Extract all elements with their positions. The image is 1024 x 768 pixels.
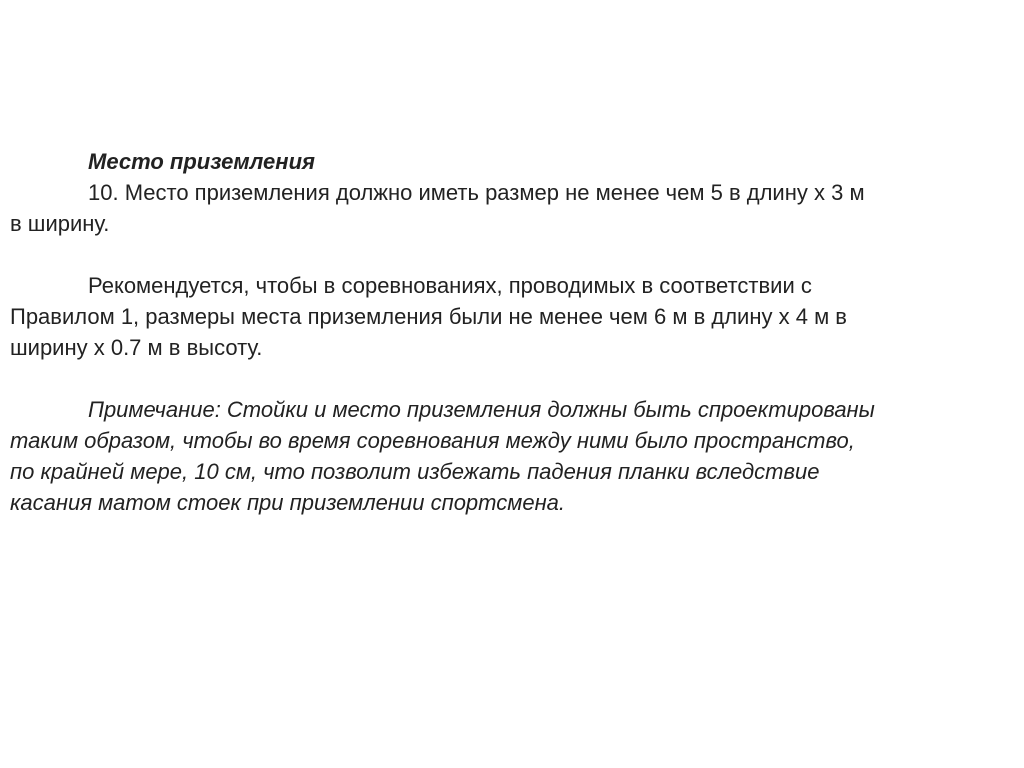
- note-line: Примечание: Стойки и место приземления должны быть спроектированы: [88, 397, 875, 422]
- document-slide: [10, 146, 1014, 518]
- paragraph-spacer: [10, 363, 1014, 394]
- paragraph-line: 10. Место приземления должно иметь размер не менее чем 5 в длину x 3 м: [88, 180, 865, 205]
- paragraph-recommendation: [10, 270, 1014, 363]
- note-line: по крайней мере, 10 см, что позволит избежать падения планки вследствие: [10, 459, 820, 484]
- paragraph-line: в ширину.: [10, 211, 110, 236]
- note-line: касания матом стоек при приземлении спортсмена.: [10, 490, 566, 515]
- paragraph-line: Правилом 1, размеры места приземления были не менее чем 6 м в длину x 4 м в: [10, 304, 847, 329]
- paragraph-note: [10, 394, 1014, 518]
- note-line: таким образом, чтобы во время соревнования между ними было пространство,: [10, 428, 855, 453]
- paragraph-rule-10: [10, 177, 1014, 239]
- section-heading: Место приземления: [88, 149, 315, 174]
- paragraph-line: Рекомендуется, чтобы в соревнованиях, проводимых в соответствии с: [88, 273, 812, 298]
- paragraph-spacer: [10, 239, 1014, 270]
- paragraph-line: ширину x 0.7 м в высоту.: [10, 335, 263, 360]
